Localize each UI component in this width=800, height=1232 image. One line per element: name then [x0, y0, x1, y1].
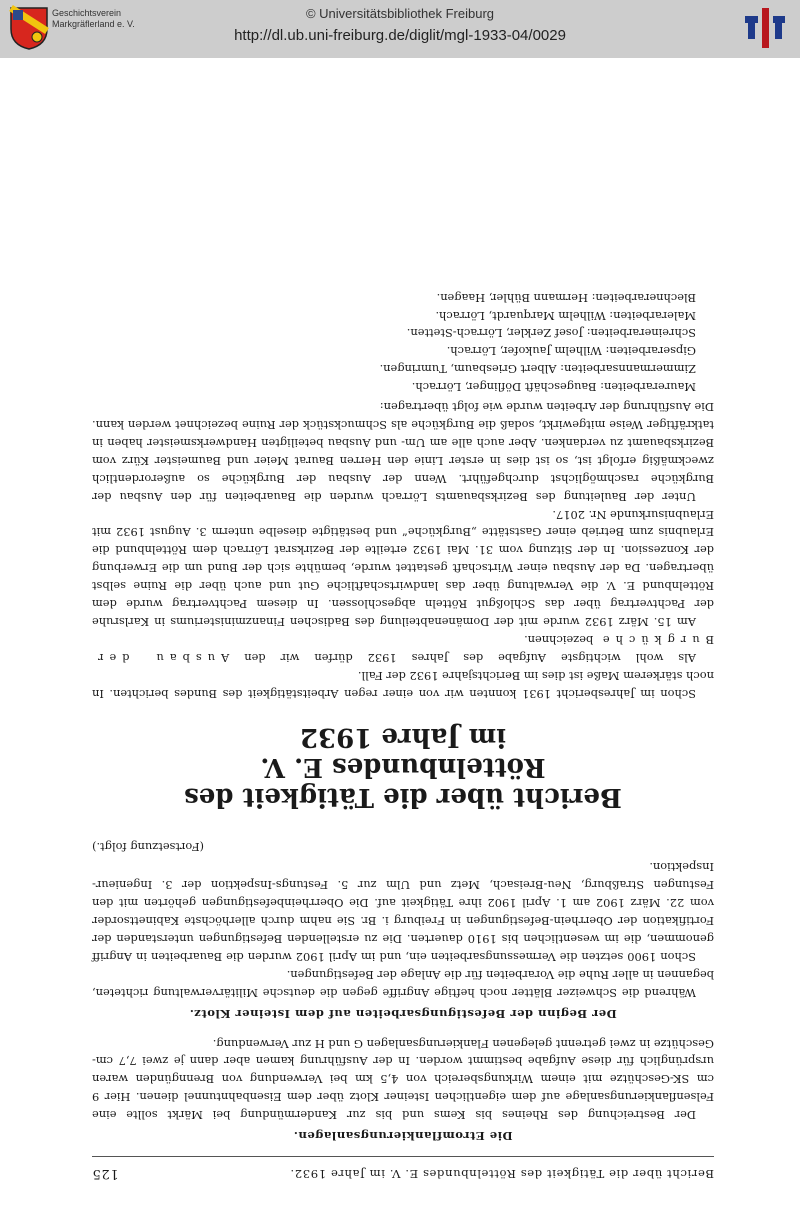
- contractor-list: [92, 288, 696, 395]
- list-item: Schreinerarbeiten: Josef Zerkler, Lörrach-Stetten.: [406, 326, 696, 341]
- report-subtitle: im Jahre 1932: [299, 721, 507, 752]
- list-item: Blechnerarbeiten: Hermann Bühler, Haagen.: [436, 290, 696, 305]
- list-item: Zimmermannsarbeiten: Albert Griesbaum, Tumringen.: [379, 362, 696, 377]
- ub-freiburg-logo-icon: [742, 6, 788, 50]
- section-title-flankierung: Die Etromflankierungsanlagen.: [293, 1129, 513, 1144]
- paragraph-befestigung-1: Während die Schweizer Blätter noch heftige Angriffe gegen die deutsche Militärverwaltung richteten, begannen in aller Ruhe die Vorarbeiten für die Anlage der Befestigungen.: [92, 967, 714, 1000]
- report-title: Bericht über die Tätigkeit des Röttelnbundes E. V.: [184, 751, 622, 812]
- list-item: Gipserarbeiten: Wilhelm Jaukofer, Lörrach.: [446, 344, 696, 359]
- body-paragraph-3: Am 15. März 1932 wurde mit der Domänenabteilung des Badischen Finanzministeriums in Karlsruhe der Pachtvertrag über das Schloßgut Rötteln abgeschlossen. In diesem Pachtvertrag wurde dem Röttelnbund E. V. die Verwaltung über das landwirtschaftliche Gut und auch über die Ruine selbst übertragen. Da der Ausbau einer Wirtschaft gestattet wurde, bemühte sich der Bund um die Erwerbung der Konzession. In der Sitzung vom 31. Mai 1932 erteilte der Bezirksrat Lörrach dem Röttelnbund die Erlaubnis zum Betrieb einer Gaststätte „Burgküche“ und bestätigte dieselbe unterm 3. August 1932 mit Erlaubnisurkunde Nr. 2017.: [92, 507, 714, 629]
- continued-note: (Fortsetzung folgt.): [92, 840, 205, 855]
- burgkueche-emphasis: Ausbau der Burgküche: [92, 632, 714, 665]
- continued-note-row: [92, 838, 714, 856]
- body-paragraph-2: [92, 630, 714, 666]
- document-url[interactable]: http://dl.ub.uni-freiburg.de/diglit/mgl-1933-04/0029: [234, 27, 566, 44]
- body-paragraph-1: Schon im Jahresbericht 1931 konnten wir von einer regen Arbeitstätigkeit des Bundes berichten. In noch stärkerem Maße ist dies im Berichtsjahre 1932 der Fall.: [92, 668, 714, 701]
- body-paragraph-4: Unter der Bauleitung des Bezirksbauamts Lörrach wurden die Bauarbeiten für den Ausbau der Burgküche raschmöglichst durchgeführt. Wenn der Ausbau der Burgküche so außerordentlich zweckmäßig erfolgt ist, so ist dies in erster Linie den Herren Baurat Meier und Baumeister Kürz vom Bezirksbauamt zu verdanken. Aber auch alle am Um- und Ausbau beteiligten Handwerksmeister haben in tatkräftiger Weise mitgewirkt, sodaß die Burgküche als Schmuckstück der Ruine bezeichnet werden kann. Die Ausführung der Arbeiten wurde wie folgt übertragen:: [92, 400, 714, 504]
- body-paragraph-2-start: Als wohl wichtigste Aufgabe des Jahres 1932 dürfen wir den: [244, 650, 696, 665]
- society-name-line2: Markgräflerland e. V.: [52, 19, 135, 29]
- running-head-title: Bericht über die Tätigkeit des Röttelnbundes E. V. im Jahre 1932.: [289, 1167, 714, 1181]
- list-item: Maurerarbeiten: Baugeschäft Döflinger, Lörrach.: [411, 380, 696, 395]
- running-head: [92, 1156, 714, 1182]
- body-paragraph-2-end: bezeichnen.: [524, 632, 594, 647]
- section-title-befestigung: Der Beginn der Befestigungsarbeiten auf dem Isteiner Klotz.: [189, 1006, 617, 1021]
- scanned-page: [0, 58, 800, 1232]
- society-name-line1: Geschichtsverein: [52, 8, 122, 18]
- copyright-text: © Universitätsbibliothek Freiburg: [305, 6, 495, 21]
- viewer-header: [0, 0, 800, 59]
- list-item: Malerarbeiten: Wilhelm Marquardt, Lörrach.: [435, 308, 696, 323]
- paragraph-befestigung-2: Schon 1900 setzten die Vermessungsarbeiten ein, und im April 1902 wurden die Bauarbeiten in Angriff genommen, die im wesentlichen bis 1910 dauerten. Die zu erstellenden Befestigungen unterstanden der Fortifikation der Oberrhein-Befestigungen in Freiburg i. Br. Sie nahm durch allerhöchste Kabinettsorder vom 22. März 1902 am 1. April 1902 ihre Tätigkeit auf. Die Oberrheinbefestigungen gehörten mit den Festungen Straßburg, Neu-Breisach, Metz und Ulm zur 5. Festungs-Inspektion der 3. Ingenieur-Inspektion.: [92, 860, 714, 964]
- page-number: 125: [92, 1166, 119, 1181]
- paragraph-flankierung: Der Bestreichung des Rheines bis Kems und bis zur Kandermündung bei Märkt sollte eine Felsenflankierungsanlage auf dem eigentlichen Isteiner Klotz über dem Eisenbahntunnel dienen. Hier 9 cm SK-Geschütze mit einem Wirkungsbereich von 4,5 km bei Verwendung von Brenngünden waren ursprünglich für diese Aufgabe bestimmt worden. In der Ausführung kamen aber dann je zwei 7,7 cm-Geschütze in zwei getrennt gelegenen Flankierungsanlagen G und H zur Verwendung.: [92, 1036, 714, 1123]
- page-content: [92, 288, 714, 1182]
